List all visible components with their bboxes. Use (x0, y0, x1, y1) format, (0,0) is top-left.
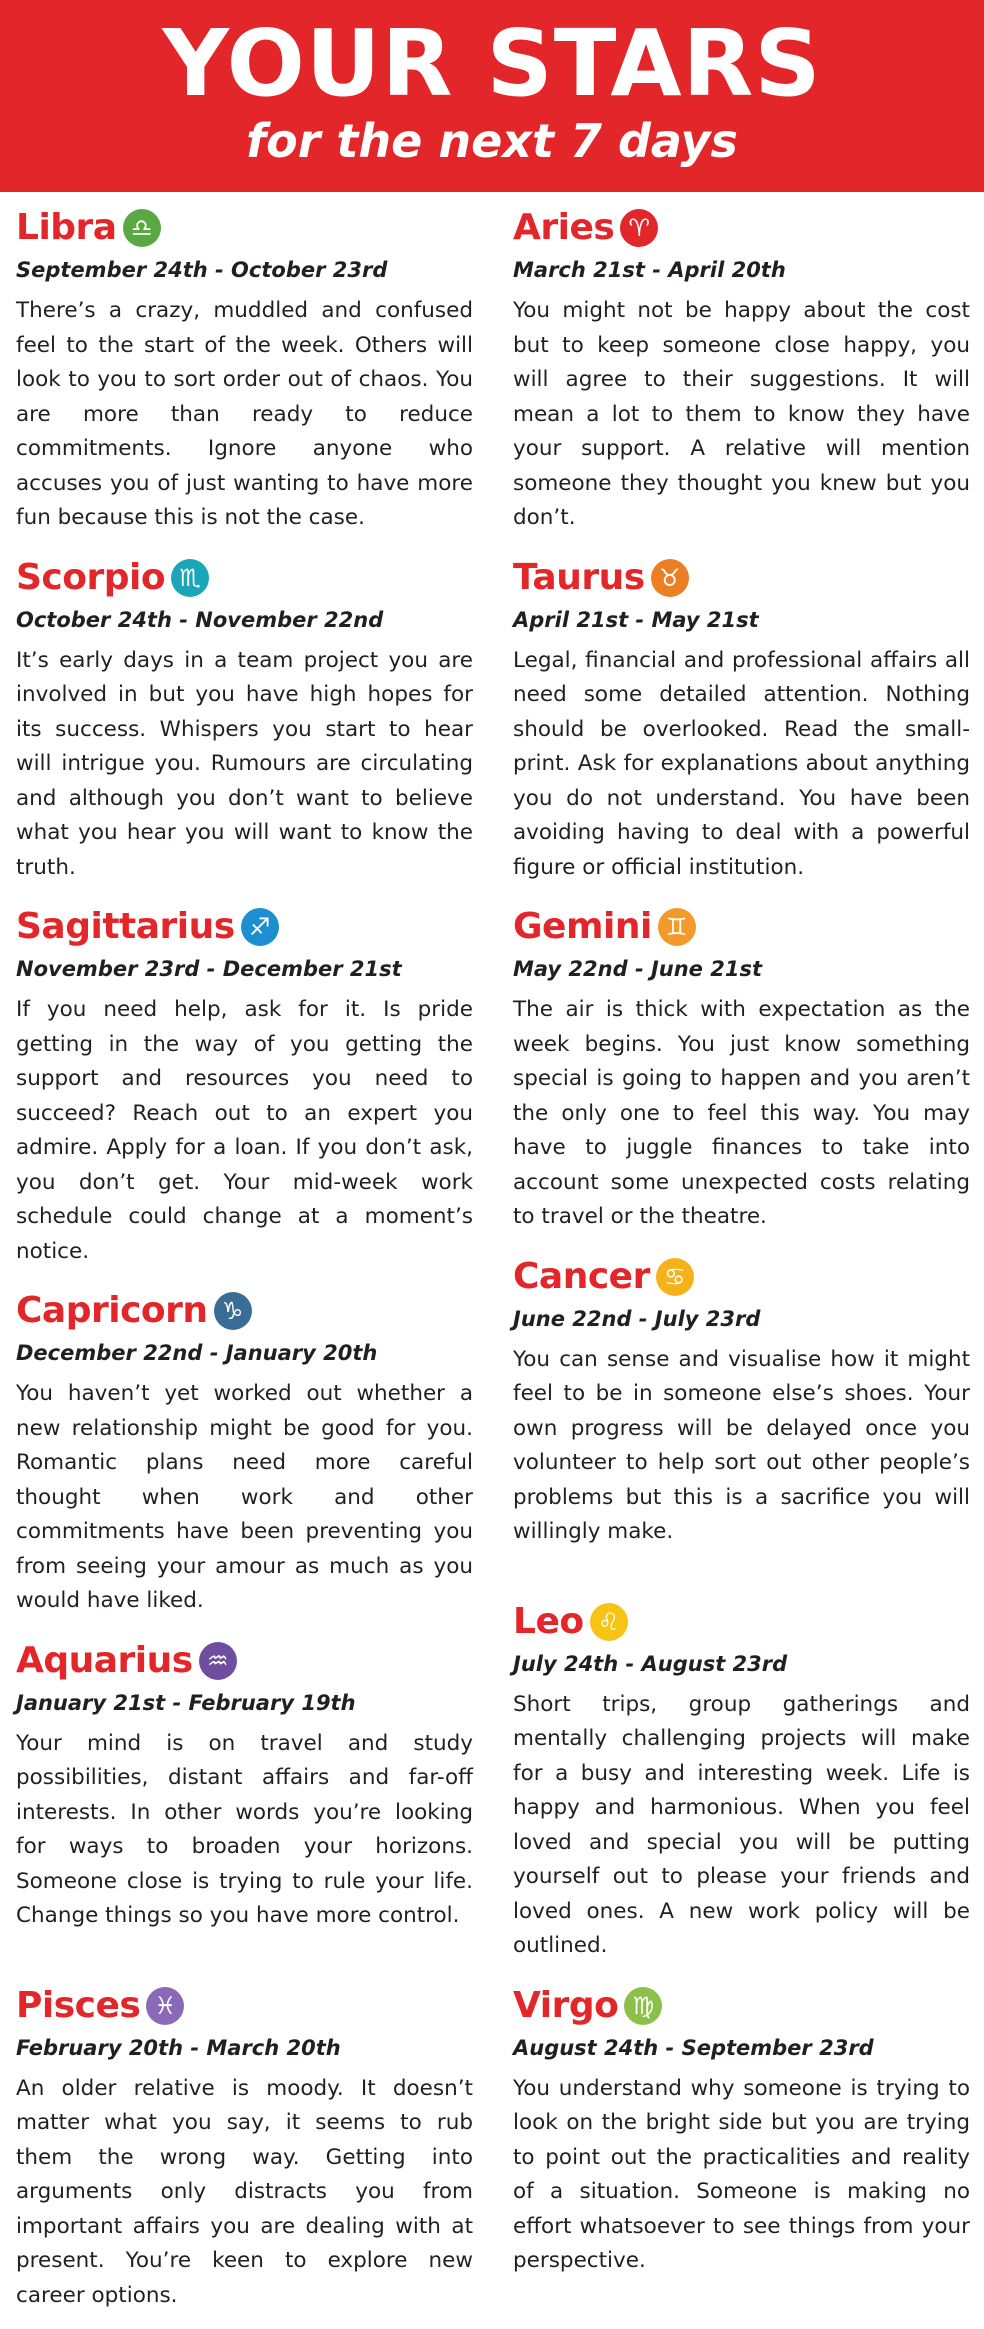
aries-icon: ♈ (620, 209, 658, 247)
scorpio-icon: ♏ (171, 559, 209, 597)
horoscope-text: You can sense and visualise how it might feel to be in someone else’s shoes. Your own progress will be delayed once you volunteer to help sort out other people’s problems but this is a sacrifice you will willingly make. (513, 1346, 970, 1544)
sign-name: Aquarius (16, 1639, 193, 1681)
horoscope-text: An older relative is moody. It doesn’t matter what you say, it seems to rub them the wrong way. Getting into arguments only distracts you from important affairs you are dealing with at present. You’re keen to explore new career options. (16, 2075, 473, 2308)
sign-dates: March 21st - April 20th (513, 258, 786, 282)
sign-header (16, 1635, 473, 1687)
sign-cancer (513, 1251, 970, 1550)
right-column (513, 202, 970, 2329)
header-banner (0, 0, 984, 192)
page-title: YOUR STARS (162, 10, 822, 117)
sign-name: Pisces (16, 1984, 141, 2026)
sagittarius-icon: ♐ (241, 908, 279, 946)
sign-header (16, 1980, 473, 2032)
sign-header (16, 552, 473, 604)
horoscope-text: You haven’t yet worked out whether a new relationship might be good for you. Romantic plans need more careful thought when work and other commitments have been preventing you from seeing your amour as much as you would have liked. (16, 1381, 473, 1613)
sign-libra (16, 202, 473, 536)
horoscope-text: There’s a crazy, muddled and confused feel to the start of the week. Others will look to you to sort order out of chaos. You are more than ready to reduce commitments. Ignore anyone who accuses you of just wanting to have more fun because this is not the case. (16, 298, 473, 530)
sign-taurus (513, 552, 970, 886)
libra-icon: ♎ (123, 209, 161, 247)
sign-name: Gemini (513, 906, 652, 947)
horoscope-text: You understand why someone is trying to look on the bright side but you are trying to point out the practicalities and reality of a situation. Someone is making no effort whatsoever to see things from your perspective. (513, 2075, 970, 2273)
sign-header (513, 1596, 970, 1648)
sign-capricorn (16, 1285, 473, 1619)
sign-dates: September 24th - October 23rd (16, 258, 388, 282)
sign-gemini (513, 901, 970, 1235)
cancer-icon: ♋ (656, 1258, 694, 1296)
sign-dates: December 22nd - January 20th (16, 1341, 378, 1365)
sign-header (513, 1980, 970, 2032)
sign-header (16, 901, 473, 953)
sign-dates: February 20th - March 20th (16, 2035, 341, 2060)
sign-name: Scorpio (16, 556, 166, 598)
sign-header (513, 552, 970, 604)
aquarius-icon: ♒ (199, 1642, 237, 1680)
sign-aquarius (16, 1635, 473, 1934)
sign-virgo (513, 1980, 970, 2279)
sign-header (513, 1251, 970, 1303)
gemini-icon: ♊ (658, 908, 696, 946)
sign-pisces (16, 1980, 473, 2314)
sign-sagittarius (16, 901, 473, 1269)
left-column (16, 202, 473, 2329)
sign-header (513, 202, 970, 254)
horoscope-text: Short trips, group gatherings and mentally challenging projects will make for a busy and interesting week. Life is happy and harmonious. When you feel loved and special you will be putting yourself out to please your friends and loved ones. A new work policy will be outlined. (513, 1691, 970, 1958)
virgo-icon: ♍ (624, 1987, 662, 2025)
horoscope-columns (0, 192, 984, 2329)
sign-name: Leo (513, 1600, 584, 1642)
horoscope-text: Legal, financial and professional affairs all need some detailed attention. Nothing should be overlooked. Read the small-print. Ask for explanations about anything you do not understand. You have been avoiding having to deal with a powerful figure or official institution. (513, 647, 970, 880)
sign-dates: July 24th - August 23rd (513, 1651, 788, 1676)
sign-name: Libra (16, 207, 117, 248)
sign-scorpio (16, 552, 473, 886)
horoscope-text: It’s early days in a team project you are involved in but you have high hopes for its success. Whispers you start to hear will intrigue you. Rumours are circulating and although you don’t want to believe what you hear you will want to know the truth. (16, 647, 473, 880)
sign-leo (513, 1596, 970, 1964)
leo-icon: ♌ (590, 1603, 628, 1641)
sign-dates: May 22nd - June 21st (513, 957, 762, 981)
horoscope-text: The air is thick with expectation as the week begins. You just know something special is going to happen and you aren’t the only one to feel this way. You may have to juggle finances to take into account some unexpected costs relating to travel or the theatre. (513, 997, 970, 1229)
sign-dates: January 21st - February 19th (16, 1690, 356, 1715)
sign-name: Cancer (513, 1255, 650, 1297)
sign-header (16, 202, 473, 254)
sign-header (16, 1285, 473, 1337)
sign-name: Virgo (513, 1984, 619, 2026)
sign-dates: April 21st - May 21st (513, 607, 759, 632)
sign-name: Taurus (513, 556, 645, 598)
sign-name: Capricorn (16, 1290, 208, 1331)
sign-aries (513, 202, 970, 536)
sign-dates: October 24th - November 22nd (16, 607, 384, 632)
sign-dates: June 22nd - July 23rd (513, 1306, 761, 1331)
sign-dates: November 23rd - December 21st (16, 957, 402, 981)
horoscope-text: You might not be happy about the cost but to keep someone close happy, you will agree to their suggestions. It will mean a lot to them to know they have your support. A relative will mention someone they thought you knew but you don’t. (513, 298, 970, 530)
pisces-icon: ♓ (146, 1987, 184, 2025)
sign-header (513, 901, 970, 953)
sign-dates: August 24th - September 23rd (513, 2035, 874, 2060)
horoscope-text: If you need help, ask for it. Is pride getting in the way of you getting the support and resources you need to succeed? Reach out to an expert you admire. Apply for a loan. If you don’t ask, you don’t get. Your mid-week work schedule could change at a moment’s notice. (16, 997, 473, 1264)
page-subtitle: for the next 7 days (246, 114, 738, 168)
capricorn-icon: ♑ (214, 1292, 252, 1330)
sign-name: Sagittarius (16, 906, 235, 947)
sign-name: Aries (513, 207, 615, 248)
horoscope-text: Your mind is on travel and study possibilities, distant affairs and far-off interests. In other words you’re looking for ways to broaden your horizons. Someone close is trying to rule your life. Change things so you have more control. (16, 1730, 473, 1928)
taurus-icon: ♉ (651, 559, 689, 597)
